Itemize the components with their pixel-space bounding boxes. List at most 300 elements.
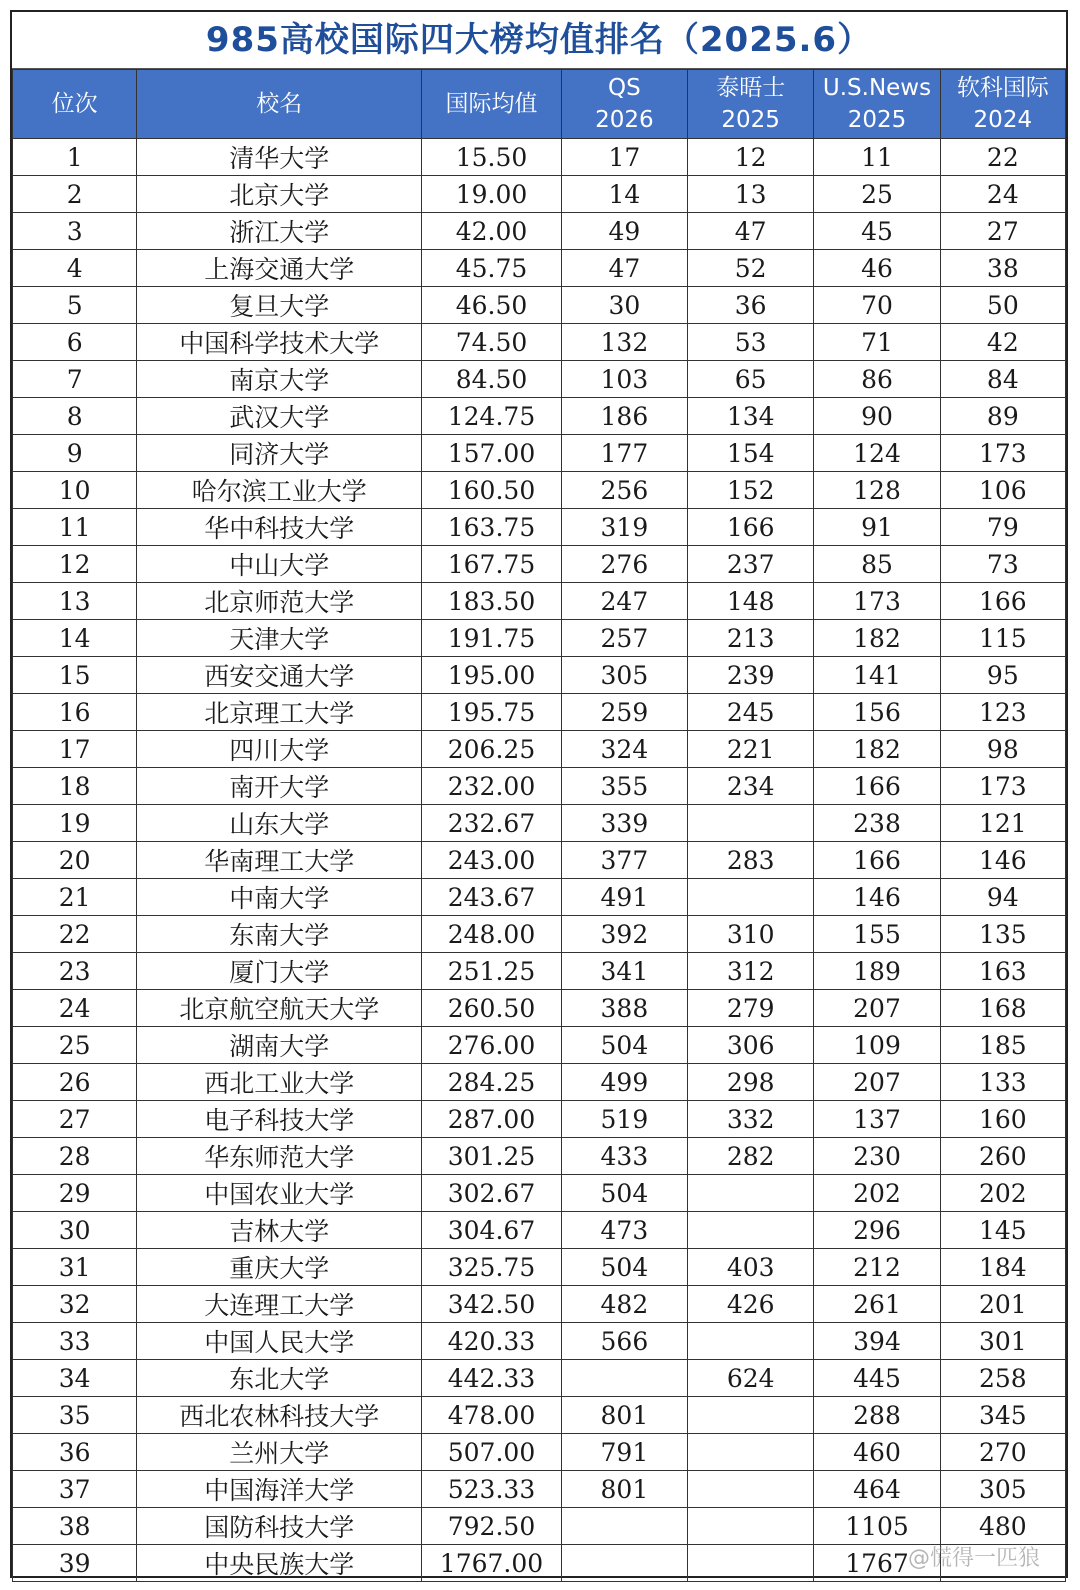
table-row bbox=[13, 768, 1066, 805]
cell-average: 157.00 bbox=[422, 435, 561, 472]
cell-rank: 20 bbox=[13, 842, 137, 879]
cell-arwu bbox=[940, 1545, 1065, 1582]
cell-the: 239 bbox=[688, 657, 814, 694]
cell-school: 北京师范大学 bbox=[137, 583, 422, 620]
table-row bbox=[13, 546, 1066, 583]
cell-average: 42.00 bbox=[422, 213, 561, 250]
cell-qs: 276 bbox=[561, 546, 687, 583]
cell-school: 中国农业大学 bbox=[137, 1175, 422, 1212]
table-row bbox=[13, 1138, 1066, 1175]
cell-usnews: 11 bbox=[814, 139, 940, 176]
cell-qs: 132 bbox=[561, 324, 687, 361]
cell-rank: 33 bbox=[13, 1323, 137, 1360]
cell-usnews: 394 bbox=[814, 1323, 940, 1360]
cell-average: 287.00 bbox=[422, 1101, 561, 1138]
cell-average: 325.75 bbox=[422, 1249, 561, 1286]
cell-usnews: 230 bbox=[814, 1138, 940, 1175]
cell-qs: 355 bbox=[561, 768, 687, 805]
cell-average: 248.00 bbox=[422, 916, 561, 953]
cell-rank: 38 bbox=[13, 1508, 137, 1545]
cell-school: 同济大学 bbox=[137, 435, 422, 472]
table-body bbox=[13, 139, 1066, 1582]
cell-average: 19.00 bbox=[422, 176, 561, 213]
cell-usnews: 460 bbox=[814, 1434, 940, 1471]
cell-school: 兰州大学 bbox=[137, 1434, 422, 1471]
table-row bbox=[13, 1064, 1066, 1101]
cell-the: 52 bbox=[688, 250, 814, 287]
cell-average: 124.75 bbox=[422, 398, 561, 435]
cell-the: 221 bbox=[688, 731, 814, 768]
header-the-name: 泰晤士 bbox=[716, 75, 786, 101]
cell-rank: 12 bbox=[13, 546, 137, 583]
cell-the: 306 bbox=[688, 1027, 814, 1064]
cell-arwu: 115 bbox=[940, 620, 1065, 657]
table-row bbox=[13, 287, 1066, 324]
table-row bbox=[13, 472, 1066, 509]
cell-the: 282 bbox=[688, 1138, 814, 1175]
cell-arwu: 201 bbox=[940, 1286, 1065, 1323]
cell-school: 南京大学 bbox=[137, 361, 422, 398]
cell-usnews: 202 bbox=[814, 1175, 940, 1212]
cell-rank: 1 bbox=[13, 139, 137, 176]
cell-average: 45.75 bbox=[422, 250, 561, 287]
cell-usnews: 70 bbox=[814, 287, 940, 324]
cell-average: 260.50 bbox=[422, 990, 561, 1027]
cell-the bbox=[688, 1471, 814, 1508]
cell-arwu: 27 bbox=[940, 213, 1065, 250]
cell-qs: 305 bbox=[561, 657, 687, 694]
cell-usnews: 155 bbox=[814, 916, 940, 953]
cell-usnews: 85 bbox=[814, 546, 940, 583]
cell-the: 234 bbox=[688, 768, 814, 805]
cell-rank: 34 bbox=[13, 1360, 137, 1397]
cell-rank: 31 bbox=[13, 1249, 137, 1286]
table-row bbox=[13, 1101, 1066, 1138]
cell-rank: 6 bbox=[13, 324, 137, 361]
cell-school: 中南大学 bbox=[137, 879, 422, 916]
cell-qs: 504 bbox=[561, 1249, 687, 1286]
cell-the: 403 bbox=[688, 1249, 814, 1286]
cell-rank: 8 bbox=[13, 398, 137, 435]
cell-usnews: 296 bbox=[814, 1212, 940, 1249]
cell-qs: 247 bbox=[561, 583, 687, 620]
cell-arwu: 42 bbox=[940, 324, 1065, 361]
header-arwu-year: 2024 bbox=[973, 107, 1033, 133]
cell-usnews: 261 bbox=[814, 1286, 940, 1323]
cell-usnews: 141 bbox=[814, 657, 940, 694]
cell-rank: 5 bbox=[13, 287, 137, 324]
cell-rank: 18 bbox=[13, 768, 137, 805]
cell-arwu: 260 bbox=[940, 1138, 1065, 1175]
cell-the: 279 bbox=[688, 990, 814, 1027]
cell-school: 大连理工大学 bbox=[137, 1286, 422, 1323]
cell-arwu: 73 bbox=[940, 546, 1065, 583]
cell-qs: 17 bbox=[561, 139, 687, 176]
cell-average: 478.00 bbox=[422, 1397, 561, 1434]
cell-qs: 177 bbox=[561, 435, 687, 472]
cell-the bbox=[688, 1397, 814, 1434]
cell-rank: 24 bbox=[13, 990, 137, 1027]
cell-the: 298 bbox=[688, 1064, 814, 1101]
cell-qs: 499 bbox=[561, 1064, 687, 1101]
cell-qs: 482 bbox=[561, 1286, 687, 1323]
cell-the bbox=[688, 1545, 814, 1582]
watermark: @慌得一匹狼 bbox=[907, 1546, 1040, 1571]
table-row bbox=[13, 1397, 1066, 1434]
cell-arwu: 301 bbox=[940, 1323, 1065, 1360]
page-title: 985高校国际四大榜均值排名（2025.6） bbox=[12, 12, 1066, 69]
cell-school: 华东师范大学 bbox=[137, 1138, 422, 1175]
table-row bbox=[13, 250, 1066, 287]
cell-arwu: 258 bbox=[940, 1360, 1065, 1397]
cell-rank: 25 bbox=[13, 1027, 137, 1064]
cell-average: 523.33 bbox=[422, 1471, 561, 1508]
cell-rank: 22 bbox=[13, 916, 137, 953]
cell-usnews: 207 bbox=[814, 990, 940, 1027]
cell-rank: 28 bbox=[13, 1138, 137, 1175]
cell-school: 吉林大学 bbox=[137, 1212, 422, 1249]
cell-the: 166 bbox=[688, 509, 814, 546]
cell-qs: 473 bbox=[561, 1212, 687, 1249]
cell-qs: 491 bbox=[561, 879, 687, 916]
table-row bbox=[13, 324, 1066, 361]
cell-rank: 11 bbox=[13, 509, 137, 546]
cell-qs: 324 bbox=[561, 731, 687, 768]
cell-usnews: 109 bbox=[814, 1027, 940, 1064]
cell-the: 332 bbox=[688, 1101, 814, 1138]
table-row bbox=[13, 1360, 1066, 1397]
header-rank: 位次 bbox=[13, 70, 137, 139]
cell-rank: 35 bbox=[13, 1397, 137, 1434]
cell-average: 195.00 bbox=[422, 657, 561, 694]
cell-usnews: 137 bbox=[814, 1101, 940, 1138]
cell-school: 北京航空航天大学 bbox=[137, 990, 422, 1027]
cell-average: 206.25 bbox=[422, 731, 561, 768]
cell-the bbox=[688, 1508, 814, 1545]
cell-qs bbox=[561, 1545, 687, 1582]
cell-arwu: 84 bbox=[940, 361, 1065, 398]
table-row bbox=[13, 620, 1066, 657]
cell-school: 中国海洋大学 bbox=[137, 1471, 422, 1508]
cell-average: 232.67 bbox=[422, 805, 561, 842]
header-school: 校名 bbox=[137, 70, 422, 139]
cell-usnews: 173 bbox=[814, 583, 940, 620]
cell-school: 清华大学 bbox=[137, 139, 422, 176]
cell-the bbox=[688, 1212, 814, 1249]
header-arwu-name: 软科国际 bbox=[956, 75, 1049, 101]
cell-arwu: 173 bbox=[940, 768, 1065, 805]
cell-arwu: 22 bbox=[940, 139, 1065, 176]
cell-school: 中山大学 bbox=[137, 546, 422, 583]
table-row bbox=[13, 1212, 1066, 1249]
cell-qs: 30 bbox=[561, 287, 687, 324]
cell-school: 中央民族大学 bbox=[137, 1545, 422, 1582]
cell-school: 湖南大学 bbox=[137, 1027, 422, 1064]
cell-average: 243.00 bbox=[422, 842, 561, 879]
cell-qs bbox=[561, 1360, 687, 1397]
cell-school: 国防科技大学 bbox=[137, 1508, 422, 1545]
cell-rank: 37 bbox=[13, 1471, 137, 1508]
cell-the: 154 bbox=[688, 435, 814, 472]
table-row bbox=[13, 509, 1066, 546]
table-row bbox=[13, 842, 1066, 879]
cell-usnews: 124 bbox=[814, 435, 940, 472]
cell-rank: 14 bbox=[13, 620, 137, 657]
cell-qs: 49 bbox=[561, 213, 687, 250]
cell-average: 342.50 bbox=[422, 1286, 561, 1323]
cell-average: 1767.00 bbox=[422, 1545, 561, 1582]
cell-arwu: 94 bbox=[940, 879, 1065, 916]
cell-school: 西北工业大学 bbox=[137, 1064, 422, 1101]
cell-the: 53 bbox=[688, 324, 814, 361]
cell-arwu: 168 bbox=[940, 990, 1065, 1027]
cell-qs: 186 bbox=[561, 398, 687, 435]
cell-school: 哈尔滨工业大学 bbox=[137, 472, 422, 509]
cell-school: 山东大学 bbox=[137, 805, 422, 842]
ranking-sheet bbox=[10, 10, 1068, 1578]
cell-usnews: 212 bbox=[814, 1249, 940, 1286]
cell-school: 武汉大学 bbox=[137, 398, 422, 435]
cell-arwu: 145 bbox=[940, 1212, 1065, 1249]
table-row bbox=[13, 916, 1066, 953]
cell-rank: 7 bbox=[13, 361, 137, 398]
cell-the: 213 bbox=[688, 620, 814, 657]
cell-qs: 801 bbox=[561, 1397, 687, 1434]
cell-rank: 32 bbox=[13, 1286, 137, 1323]
cell-arwu: 345 bbox=[940, 1397, 1065, 1434]
table-row bbox=[13, 657, 1066, 694]
cell-rank: 9 bbox=[13, 435, 137, 472]
cell-the: 134 bbox=[688, 398, 814, 435]
cell-rank: 3 bbox=[13, 213, 137, 250]
cell-usnews: 445 bbox=[814, 1360, 940, 1397]
cell-school: 华中科技大学 bbox=[137, 509, 422, 546]
cell-the: 312 bbox=[688, 953, 814, 990]
cell-arwu: 123 bbox=[940, 694, 1065, 731]
cell-arwu: 163 bbox=[940, 953, 1065, 990]
cell-school: 东南大学 bbox=[137, 916, 422, 953]
cell-qs: 339 bbox=[561, 805, 687, 842]
cell-rank: 13 bbox=[13, 583, 137, 620]
cell-arwu: 38 bbox=[940, 250, 1065, 287]
table-row bbox=[13, 139, 1066, 176]
cell-qs: 504 bbox=[561, 1027, 687, 1064]
cell-usnews: 182 bbox=[814, 620, 940, 657]
cell-school: 中国科学技术大学 bbox=[137, 324, 422, 361]
cell-rank: 23 bbox=[13, 953, 137, 990]
cell-qs: 377 bbox=[561, 842, 687, 879]
table-row bbox=[13, 213, 1066, 250]
cell-average: 301.25 bbox=[422, 1138, 561, 1175]
cell-school: 中国人民大学 bbox=[137, 1323, 422, 1360]
cell-qs: 791 bbox=[561, 1434, 687, 1471]
table-row bbox=[13, 953, 1066, 990]
cell-arwu: 185 bbox=[940, 1027, 1065, 1064]
cell-average: 507.00 bbox=[422, 1434, 561, 1471]
cell-usnews: 45 bbox=[814, 213, 940, 250]
cell-arwu: 184 bbox=[940, 1249, 1065, 1286]
table-row bbox=[13, 361, 1066, 398]
cell-usnews: 90 bbox=[814, 398, 940, 435]
cell-average: 191.75 bbox=[422, 620, 561, 657]
header-usnews-year: 2025 bbox=[847, 107, 907, 133]
table-row bbox=[13, 435, 1066, 472]
cell-qs: 341 bbox=[561, 953, 687, 990]
cell-school: 北京大学 bbox=[137, 176, 422, 213]
cell-school: 电子科技大学 bbox=[137, 1101, 422, 1138]
cell-the: 47 bbox=[688, 213, 814, 250]
cell-school: 浙江大学 bbox=[137, 213, 422, 250]
cell-average: 792.50 bbox=[422, 1508, 561, 1545]
cell-arwu: 98 bbox=[940, 731, 1065, 768]
cell-average: 232.00 bbox=[422, 768, 561, 805]
cell-school: 西安交通大学 bbox=[137, 657, 422, 694]
header-qs bbox=[561, 70, 687, 139]
cell-rank: 26 bbox=[13, 1064, 137, 1101]
cell-usnews: 46 bbox=[814, 250, 940, 287]
cell-the: 36 bbox=[688, 287, 814, 324]
cell-average: 243.67 bbox=[422, 879, 561, 916]
cell-qs: 259 bbox=[561, 694, 687, 731]
cell-usnews: 86 bbox=[814, 361, 940, 398]
cell-rank: 10 bbox=[13, 472, 137, 509]
cell-arwu: 270 bbox=[940, 1434, 1065, 1471]
cell-average: 84.50 bbox=[422, 361, 561, 398]
cell-qs: 14 bbox=[561, 176, 687, 213]
cell-average: 195.75 bbox=[422, 694, 561, 731]
table-row bbox=[13, 583, 1066, 620]
cell-the bbox=[688, 879, 814, 916]
cell-arwu: 305 bbox=[940, 1471, 1065, 1508]
table-row bbox=[13, 1249, 1066, 1286]
cell-qs: 433 bbox=[561, 1138, 687, 1175]
cell-school: 华南理工大学 bbox=[137, 842, 422, 879]
cell-usnews: 25 bbox=[814, 176, 940, 213]
table-row bbox=[13, 694, 1066, 731]
cell-usnews: 238 bbox=[814, 805, 940, 842]
cell-the: 13 bbox=[688, 176, 814, 213]
cell-usnews: 1105 bbox=[814, 1508, 940, 1545]
cell-average: 163.75 bbox=[422, 509, 561, 546]
header-usnews bbox=[814, 70, 940, 139]
cell-average: 304.67 bbox=[422, 1212, 561, 1249]
cell-school: 四川大学 bbox=[137, 731, 422, 768]
table-row bbox=[13, 1434, 1066, 1471]
table-row bbox=[13, 1286, 1066, 1323]
table-row bbox=[13, 1323, 1066, 1360]
cell-average: 302.67 bbox=[422, 1175, 561, 1212]
header-usnews-name: U.S.News bbox=[822, 75, 932, 101]
cell-the: 237 bbox=[688, 546, 814, 583]
cell-arwu: 146 bbox=[940, 842, 1065, 879]
cell-the: 65 bbox=[688, 361, 814, 398]
table-row bbox=[13, 1027, 1066, 1064]
cell-qs: 504 bbox=[561, 1175, 687, 1212]
cell-average: 167.75 bbox=[422, 546, 561, 583]
cell-the: 148 bbox=[688, 583, 814, 620]
cell-qs: 47 bbox=[561, 250, 687, 287]
cell-average: 251.25 bbox=[422, 953, 561, 990]
cell-average: 15.50 bbox=[422, 139, 561, 176]
cell-qs: 801 bbox=[561, 1471, 687, 1508]
cell-average: 74.50 bbox=[422, 324, 561, 361]
cell-school: 重庆大学 bbox=[137, 1249, 422, 1286]
cell-school: 南开大学 bbox=[137, 768, 422, 805]
cell-school: 西北农林科技大学 bbox=[137, 1397, 422, 1434]
cell-the bbox=[688, 1175, 814, 1212]
header-the bbox=[688, 70, 814, 139]
cell-arwu: 79 bbox=[940, 509, 1065, 546]
cell-qs bbox=[561, 1508, 687, 1545]
cell-school: 天津大学 bbox=[137, 620, 422, 657]
cell-rank: 27 bbox=[13, 1101, 137, 1138]
cell-usnews: 128 bbox=[814, 472, 940, 509]
header-row bbox=[13, 70, 1066, 139]
cell-school: 北京理工大学 bbox=[137, 694, 422, 731]
cell-arwu: 173 bbox=[940, 435, 1065, 472]
cell-arwu: 95 bbox=[940, 657, 1065, 694]
cell-average: 420.33 bbox=[422, 1323, 561, 1360]
header-qs-year: 2026 bbox=[595, 107, 654, 133]
cell-the: 283 bbox=[688, 842, 814, 879]
cell-average: 160.50 bbox=[422, 472, 561, 509]
table-row bbox=[13, 731, 1066, 768]
cell-rank: 16 bbox=[13, 694, 137, 731]
cell-usnews: 166 bbox=[814, 842, 940, 879]
cell-the: 152 bbox=[688, 472, 814, 509]
table-row bbox=[13, 1508, 1066, 1545]
cell-the: 12 bbox=[688, 139, 814, 176]
header-arwu bbox=[940, 70, 1065, 139]
cell-the: 310 bbox=[688, 916, 814, 953]
cell-school: 上海交通大学 bbox=[137, 250, 422, 287]
cell-rank: 29 bbox=[13, 1175, 137, 1212]
ranking-table bbox=[12, 69, 1066, 1582]
table-row bbox=[13, 1471, 1066, 1508]
cell-the: 624 bbox=[688, 1360, 814, 1397]
cell-usnews: 71 bbox=[814, 324, 940, 361]
cell-rank: 21 bbox=[13, 879, 137, 916]
cell-qs: 566 bbox=[561, 1323, 687, 1360]
cell-the: 426 bbox=[688, 1286, 814, 1323]
cell-school: 厦门大学 bbox=[137, 953, 422, 990]
cell-qs: 103 bbox=[561, 361, 687, 398]
cell-the: 245 bbox=[688, 694, 814, 731]
cell-arwu: 135 bbox=[940, 916, 1065, 953]
cell-rank: 36 bbox=[13, 1434, 137, 1471]
cell-arwu: 50 bbox=[940, 287, 1065, 324]
cell-usnews: 146 bbox=[814, 879, 940, 916]
cell-arwu: 480 bbox=[940, 1508, 1065, 1545]
cell-the bbox=[688, 1323, 814, 1360]
cell-qs: 388 bbox=[561, 990, 687, 1027]
cell-usnews: 91 bbox=[814, 509, 940, 546]
cell-school: 复旦大学 bbox=[137, 287, 422, 324]
cell-rank: 4 bbox=[13, 250, 137, 287]
cell-qs: 257 bbox=[561, 620, 687, 657]
cell-the bbox=[688, 1434, 814, 1471]
cell-usnews: 166 bbox=[814, 768, 940, 805]
table-row bbox=[13, 879, 1066, 916]
cell-qs: 519 bbox=[561, 1101, 687, 1138]
header-qs-name: QS bbox=[608, 75, 641, 101]
cell-school: 东北大学 bbox=[137, 1360, 422, 1397]
cell-average: 284.25 bbox=[422, 1064, 561, 1101]
cell-rank: 15 bbox=[13, 657, 137, 694]
header-the-year: 2025 bbox=[721, 107, 780, 133]
table-row bbox=[13, 398, 1066, 435]
cell-average: 183.50 bbox=[422, 583, 561, 620]
